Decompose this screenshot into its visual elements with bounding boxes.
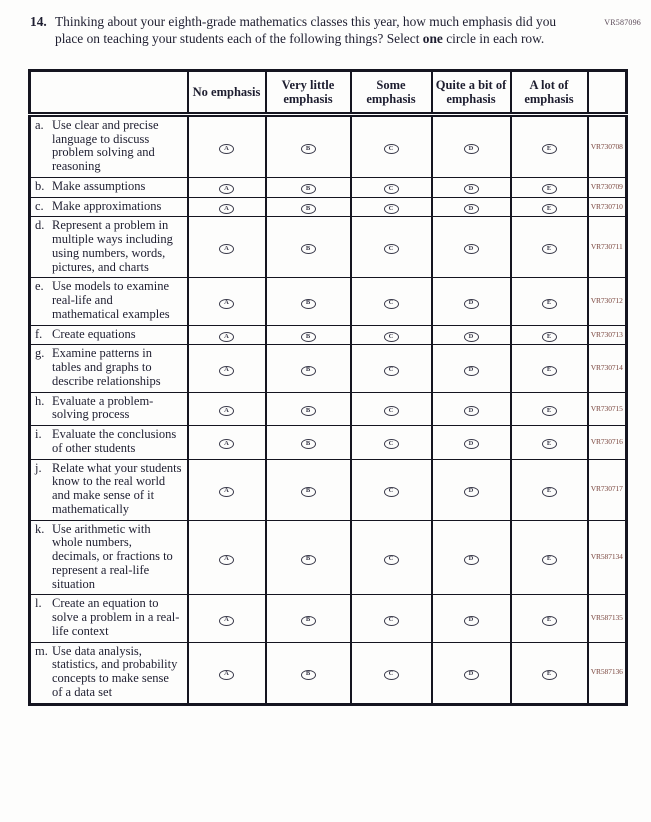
table-row <box>30 520 627 595</box>
option-oval-a[interactable] <box>219 366 234 376</box>
option-letter: D <box>468 245 474 253</box>
option-cell <box>432 197 511 217</box>
row-label: Evaluate a problem-solving process <box>52 393 154 422</box>
table-row <box>30 114 627 177</box>
option-oval-d[interactable] <box>464 144 479 154</box>
option-letter: E <box>546 487 552 495</box>
option-letter: D <box>468 670 474 678</box>
option-cell <box>432 278 511 325</box>
option-letter: C <box>388 299 394 307</box>
option-oval-a[interactable] <box>219 144 234 154</box>
row-code: VR587134 <box>590 552 623 562</box>
option-letter: E <box>546 245 552 253</box>
table-row <box>30 595 627 642</box>
option-cell <box>511 520 588 595</box>
row-letter: d. <box>35 218 45 233</box>
table-row <box>30 459 627 520</box>
row-code-cell <box>588 520 627 595</box>
row-code: VR730717 <box>590 484 623 494</box>
option-cell <box>432 426 511 460</box>
table-row <box>30 345 627 392</box>
option-oval-e[interactable] <box>542 299 557 309</box>
row-label-cell <box>30 459 188 520</box>
row-code-cell <box>588 459 627 520</box>
option-oval-d[interactable] <box>464 204 479 214</box>
row-code-cell <box>588 278 627 325</box>
table-row <box>30 392 627 426</box>
option-letter: A <box>224 299 229 307</box>
row-label-cell <box>30 325 188 345</box>
option-letter: D <box>468 406 474 414</box>
row-letter: f. <box>35 326 43 341</box>
option-oval-b[interactable] <box>301 204 316 214</box>
row-code-cell <box>588 392 627 426</box>
row-code-cell <box>588 642 627 704</box>
option-cell <box>511 426 588 460</box>
row-label: Relate what your students know to the real world and make sense of it mathematically <box>52 460 182 516</box>
option-oval-a[interactable] <box>219 670 234 680</box>
option-letter: D <box>468 616 474 624</box>
option-oval-d[interactable] <box>464 616 479 626</box>
row-code: VR730712 <box>590 296 623 306</box>
row-code-cell <box>588 325 627 345</box>
option-oval-b[interactable] <box>301 184 316 194</box>
option-oval-d[interactable] <box>464 670 479 680</box>
option-letter: E <box>546 144 552 152</box>
row-code: VR730716 <box>590 437 623 447</box>
option-cell <box>188 217 266 278</box>
option-letter: D <box>468 366 474 374</box>
option-cell <box>511 217 588 278</box>
question-text <box>55 13 570 48</box>
option-cell <box>432 392 511 426</box>
option-cell <box>266 278 351 325</box>
option-oval-e[interactable] <box>542 439 557 449</box>
table-row <box>30 642 627 704</box>
option-oval-a[interactable] <box>219 439 234 449</box>
row-label: Use models to examine real-life and mathematical examples <box>52 279 170 321</box>
option-oval-c[interactable] <box>384 555 399 565</box>
row-code-cell <box>588 197 627 217</box>
option-cell <box>188 520 266 595</box>
option-oval-b[interactable] <box>301 439 316 449</box>
option-letter: B <box>305 616 311 624</box>
option-oval-b[interactable] <box>301 144 316 154</box>
row-code-cell <box>588 114 627 177</box>
row-code: VR587136 <box>590 667 623 677</box>
option-oval-d[interactable] <box>464 406 479 416</box>
row-letter: b. <box>35 178 45 193</box>
option-letter: E <box>546 205 552 213</box>
option-cell <box>266 459 351 520</box>
option-letter: E <box>546 185 552 193</box>
option-letter: C <box>388 616 394 624</box>
option-oval-b[interactable] <box>301 555 316 565</box>
option-cell <box>511 345 588 392</box>
option-cell <box>266 217 351 278</box>
option-letter: B <box>305 366 311 374</box>
row-code: VR730715 <box>590 403 623 413</box>
option-cell <box>351 217 432 278</box>
option-letter: A <box>224 487 229 495</box>
option-oval-e[interactable] <box>542 555 557 565</box>
option-letter: D <box>468 185 474 193</box>
row-code-cell <box>588 177 627 197</box>
row-letter: j. <box>35 460 42 475</box>
option-oval-b[interactable] <box>301 670 316 680</box>
row-label-cell <box>30 177 188 197</box>
option-cell <box>351 426 432 460</box>
option-letter: C <box>388 185 394 193</box>
option-oval-a[interactable] <box>219 299 234 309</box>
option-oval-b[interactable] <box>301 366 316 376</box>
option-oval-c[interactable] <box>384 439 399 449</box>
option-letter: E <box>546 555 552 563</box>
option-cell <box>188 345 266 392</box>
table-row <box>30 177 627 197</box>
row-code: VR730713 <box>590 329 623 339</box>
option-oval-e[interactable] <box>542 144 557 154</box>
option-cell <box>351 642 432 704</box>
option-letter: E <box>546 616 552 624</box>
row-code: VR730708 <box>590 141 623 151</box>
option-oval-a[interactable] <box>219 332 234 342</box>
option-letter: C <box>388 144 394 152</box>
option-cell <box>432 325 511 345</box>
option-cell <box>432 595 511 642</box>
row-letter: g. <box>35 346 45 361</box>
option-cell <box>511 177 588 197</box>
option-cell <box>432 520 511 595</box>
row-label-cell <box>30 520 188 595</box>
option-cell <box>432 642 511 704</box>
option-cell <box>188 325 266 345</box>
table-row <box>30 197 627 217</box>
column-header: Very little emphasis <box>266 70 351 114</box>
row-label-cell <box>30 197 188 217</box>
option-oval-c[interactable] <box>384 366 399 376</box>
option-cell <box>188 595 266 642</box>
option-cell <box>432 114 511 177</box>
option-oval-e[interactable] <box>542 332 557 342</box>
option-cell <box>351 392 432 426</box>
row-letter: i. <box>35 427 42 442</box>
option-oval-d[interactable] <box>464 439 479 449</box>
option-cell <box>511 325 588 345</box>
row-letter: c. <box>35 198 44 213</box>
option-oval-e[interactable] <box>542 204 557 214</box>
question-text-part1: Thinking about your eighth-grade mathematics classes this year, how much emphasis did you place on teaching your students each of the following things? Select <box>55 14 557 47</box>
option-letter: A <box>224 245 229 253</box>
option-oval-b[interactable] <box>301 616 316 626</box>
table-row <box>30 325 627 345</box>
option-cell <box>351 595 432 642</box>
row-letter: h. <box>35 393 45 408</box>
option-cell <box>266 345 351 392</box>
table-header-row <box>30 70 627 114</box>
option-cell <box>266 177 351 197</box>
option-letter: C <box>388 670 394 678</box>
option-oval-e[interactable] <box>542 244 557 254</box>
option-oval-c[interactable] <box>384 670 399 680</box>
option-oval-d[interactable] <box>464 366 479 376</box>
option-cell <box>351 114 432 177</box>
option-oval-a[interactable] <box>219 244 234 254</box>
option-oval-c[interactable] <box>384 332 399 342</box>
table-row <box>30 217 627 278</box>
row-code: VR587135 <box>590 613 623 623</box>
option-oval-e[interactable] <box>542 487 557 497</box>
option-letter: C <box>388 333 394 341</box>
option-letter: A <box>224 440 229 448</box>
document-code: VR587096 <box>604 18 641 27</box>
row-label-cell <box>30 217 188 278</box>
option-letter: A <box>224 144 229 152</box>
option-cell <box>188 177 266 197</box>
option-cell <box>351 345 432 392</box>
option-oval-a[interactable] <box>219 204 234 214</box>
option-cell <box>188 392 266 426</box>
option-letter: C <box>388 406 394 414</box>
option-cell <box>351 325 432 345</box>
option-letter: A <box>224 205 229 213</box>
option-letter: A <box>224 555 229 563</box>
option-oval-a[interactable] <box>219 184 234 194</box>
option-letter: B <box>305 555 311 563</box>
option-oval-c[interactable] <box>384 204 399 214</box>
row-code: VR730714 <box>590 363 623 373</box>
row-label-column-header <box>30 70 188 114</box>
option-oval-b[interactable] <box>301 299 316 309</box>
option-cell <box>266 595 351 642</box>
option-cell <box>432 459 511 520</box>
option-letter: D <box>468 299 474 307</box>
row-label: Make assumptions <box>52 178 146 193</box>
option-cell <box>351 278 432 325</box>
column-header: No emphasis <box>188 70 266 114</box>
option-oval-d[interactable] <box>464 487 479 497</box>
option-cell <box>266 114 351 177</box>
option-letter: B <box>305 670 311 678</box>
option-oval-b[interactable] <box>301 332 316 342</box>
option-cell <box>432 345 511 392</box>
option-cell <box>511 392 588 426</box>
option-cell <box>511 642 588 704</box>
option-cell <box>351 197 432 217</box>
option-letter: C <box>388 487 394 495</box>
option-oval-e[interactable] <box>542 406 557 416</box>
option-letter: C <box>388 245 394 253</box>
option-letter: C <box>388 555 394 563</box>
row-code: VR730709 <box>590 182 623 192</box>
option-cell <box>188 197 266 217</box>
option-oval-c[interactable] <box>384 487 399 497</box>
row-code-cell <box>588 217 627 278</box>
option-oval-c[interactable] <box>384 616 399 626</box>
option-cell <box>511 459 588 520</box>
option-letter: E <box>546 299 552 307</box>
row-letter: e. <box>35 279 44 294</box>
option-cell <box>511 595 588 642</box>
option-oval-c[interactable] <box>384 406 399 416</box>
row-code: VR730710 <box>590 201 623 211</box>
row-code-cell <box>588 595 627 642</box>
question-text-part2: circle in each row. <box>446 31 545 47</box>
row-label: Evaluate the conclusions of other students <box>52 427 177 455</box>
option-oval-d[interactable] <box>464 184 479 194</box>
row-label: Use arithmetic with whole numbers, decimals, or fractions to represent a real-life situation <box>52 521 173 591</box>
option-letter: B <box>305 299 311 307</box>
option-letter: E <box>546 670 552 678</box>
option-oval-d[interactable] <box>464 555 479 565</box>
option-letter: A <box>224 333 229 341</box>
option-letter: B <box>305 245 311 253</box>
option-cell <box>188 426 266 460</box>
column-header: Quite a bit of emphasis <box>432 70 511 114</box>
option-cell <box>188 278 266 325</box>
option-cell <box>432 217 511 278</box>
option-cell <box>511 197 588 217</box>
option-cell <box>266 325 351 345</box>
option-letter: D <box>468 144 474 152</box>
table-row <box>30 426 627 460</box>
option-oval-b[interactable] <box>301 244 316 254</box>
option-letter: E <box>546 440 552 448</box>
row-label: Create an equation to solve a problem in a real-life context <box>52 596 180 638</box>
row-letter: k. <box>35 521 45 536</box>
row-label-cell <box>30 642 188 704</box>
option-letter: B <box>305 487 311 495</box>
option-cell <box>351 520 432 595</box>
option-letter: B <box>305 185 311 193</box>
option-oval-d[interactable] <box>464 244 479 254</box>
option-letter: A <box>224 670 229 678</box>
option-oval-e[interactable] <box>542 670 557 680</box>
option-cell <box>188 642 266 704</box>
row-letter: m. <box>35 643 48 658</box>
option-cell <box>188 114 266 177</box>
option-oval-d[interactable] <box>464 299 479 309</box>
option-letter: A <box>224 616 229 624</box>
option-oval-a[interactable] <box>219 406 234 416</box>
option-letter: B <box>305 205 311 213</box>
option-oval-c[interactable] <box>384 144 399 154</box>
option-oval-a[interactable] <box>219 555 234 565</box>
option-letter: D <box>468 440 474 448</box>
emphasis-matrix-table <box>28 69 628 706</box>
row-label: Create equations <box>52 326 136 341</box>
option-cell <box>188 459 266 520</box>
row-label-cell <box>30 392 188 426</box>
table-row <box>30 278 627 325</box>
question <box>30 13 570 48</box>
question-bold-word: one <box>422 31 443 47</box>
option-letter: B <box>305 333 311 341</box>
column-header: A lot of emphasis <box>511 70 588 114</box>
option-cell <box>351 459 432 520</box>
row-label-cell <box>30 595 188 642</box>
code-column-header <box>588 70 627 114</box>
option-letter: B <box>305 406 311 414</box>
option-letter: E <box>546 333 552 341</box>
row-label: Represent a problem in multiple ways including using numbers, words, pictures, and charts <box>52 218 173 274</box>
row-letter: a. <box>35 117 44 132</box>
row-code-cell <box>588 426 627 460</box>
option-letter: A <box>224 406 229 414</box>
option-letter: A <box>224 366 229 374</box>
option-oval-b[interactable] <box>301 487 316 497</box>
row-label-cell <box>30 114 188 177</box>
option-cell <box>266 642 351 704</box>
option-oval-b[interactable] <box>301 406 316 416</box>
option-oval-e[interactable] <box>542 616 557 626</box>
option-cell <box>266 392 351 426</box>
option-letter: E <box>546 366 552 374</box>
row-label-cell <box>30 278 188 325</box>
row-label-cell <box>30 426 188 460</box>
row-code: VR730711 <box>590 242 623 252</box>
option-oval-a[interactable] <box>219 616 234 626</box>
option-cell <box>511 278 588 325</box>
row-letter: l. <box>35 596 42 611</box>
row-code-cell <box>588 345 627 392</box>
column-header: Some emphasis <box>351 70 432 114</box>
option-oval-a[interactable] <box>219 487 234 497</box>
option-letter: C <box>388 366 394 374</box>
row-label: Examine patterns in tables and graphs to describe relationships <box>52 346 161 388</box>
option-letter: D <box>468 555 474 563</box>
option-oval-e[interactable] <box>542 366 557 376</box>
option-oval-c[interactable] <box>384 244 399 254</box>
option-letter: A <box>224 185 229 193</box>
option-cell <box>351 177 432 197</box>
option-oval-c[interactable] <box>384 299 399 309</box>
question-number: 14. <box>30 14 47 29</box>
option-letter: D <box>468 333 474 341</box>
option-cell <box>266 197 351 217</box>
row-label: Use data analysis, statistics, and probability concepts to make sense of a data set <box>52 643 178 699</box>
option-oval-e[interactable] <box>542 184 557 194</box>
option-oval-d[interactable] <box>464 332 479 342</box>
option-letter: D <box>468 205 474 213</box>
option-cell <box>266 520 351 595</box>
option-cell <box>266 426 351 460</box>
option-letter: B <box>305 440 311 448</box>
row-label-cell <box>30 345 188 392</box>
row-label: Make approximations <box>52 198 162 213</box>
option-oval-c[interactable] <box>384 184 399 194</box>
option-letter: D <box>468 487 474 495</box>
option-cell <box>432 177 511 197</box>
option-letter: C <box>388 440 394 448</box>
option-cell <box>511 114 588 177</box>
option-letter: C <box>388 205 394 213</box>
option-letter: E <box>546 406 552 414</box>
row-label: Use clear and precise language to discuss problem solving and reasoning <box>52 117 159 174</box>
option-letter: B <box>305 144 311 152</box>
